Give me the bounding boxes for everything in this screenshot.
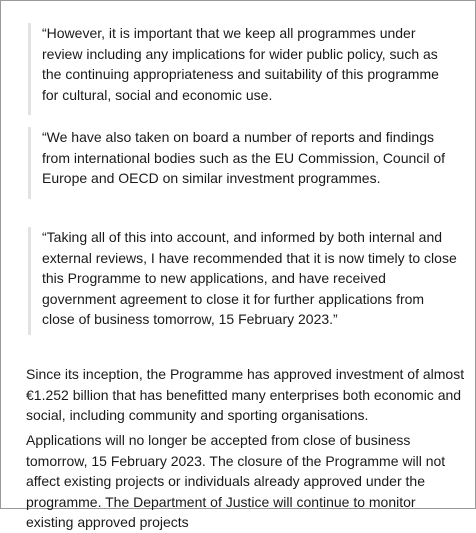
blockquote-review <box>28 23 458 115</box>
quote-text: “Taking all of this into account, and informed by both internal and external reviews, I have recommended that it is now timely to close this Programme to new applications, and have received government agreement to close it for further applications from close of business tomorrow, 15 February 2023.” <box>42 229 457 327</box>
blockquote-closure-recommendation <box>28 227 458 335</box>
paragraph-investment-summary: Since its inception, the Programme has approved investment of almost €1.252 billion that has benefitted many enterprises both economic and social, including community and sporting organisations. <box>26 366 465 423</box>
quote-text: “However, it is important that we keep all programmes under review including any implications for wider public policy, such as the continuing appropriateness and suitability of this programme for cultural, social and economic use. <box>42 25 439 103</box>
blockquote-international-reports <box>28 127 458 199</box>
paragraph-applications-closure: Applications will no longer be accepted from close of business tomorrow, 15 February 2023. The closure of the Programme will not affect existing projects or individuals already approved under the programme. The Department of Justice will continue to monitor existing approved projects <box>26 432 446 530</box>
quote-text: “We have also taken on board a number of reports and findings from international bodies such as the EU Commission, Council of Europe and OECD on similar investment programmes. <box>42 129 446 186</box>
